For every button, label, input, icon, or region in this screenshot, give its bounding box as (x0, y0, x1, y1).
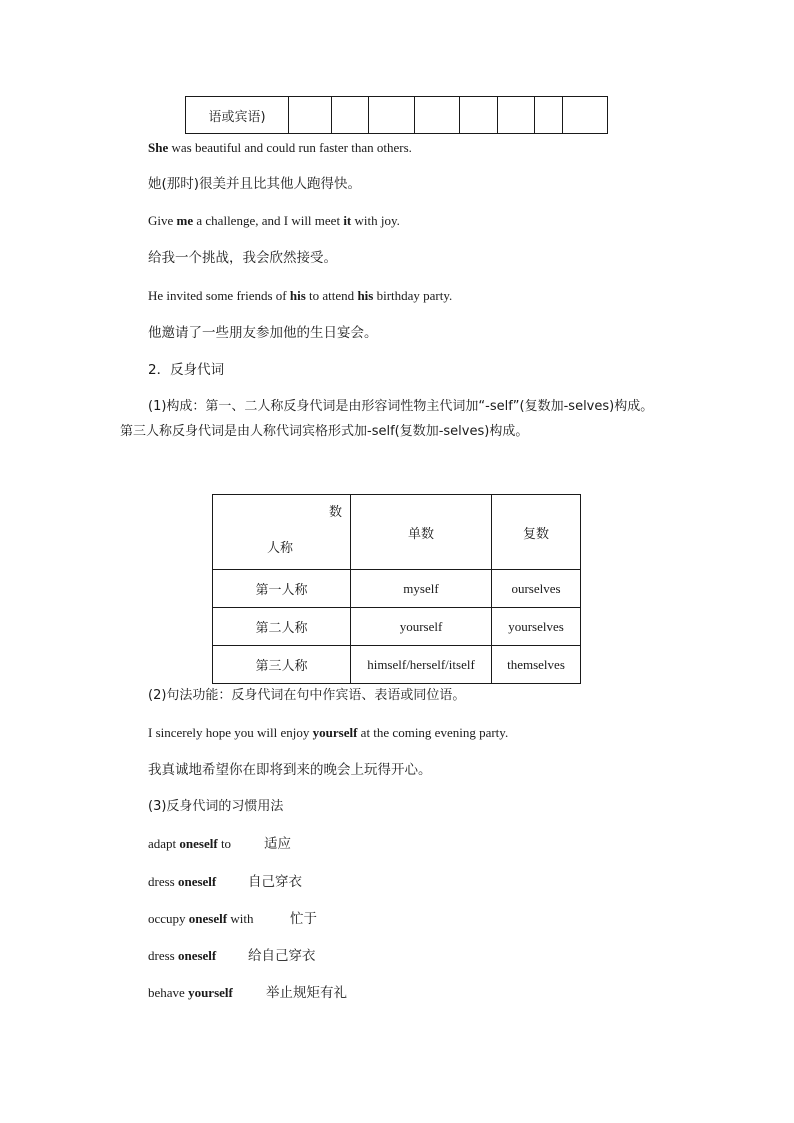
table-cell (498, 97, 535, 134)
table-row (213, 570, 581, 608)
table-cell: 语或宾语) (186, 97, 289, 134)
phrase-item (148, 948, 216, 964)
reflexive-pronoun-table (212, 494, 581, 684)
sentence-text: with joy. (351, 213, 400, 228)
sentence-text: Give (148, 213, 177, 228)
composition-line-2: 第三人称反身代词是由人称代词宾格形式加-self(复数加-selves)构成。 (120, 424, 529, 439)
sentence-text: at the coming evening party. (357, 725, 509, 740)
highlight-word: yourself (312, 725, 358, 740)
phrase-text: dress (148, 948, 178, 963)
sentence-text: birthday party. (373, 288, 453, 303)
table-cell (535, 97, 563, 134)
phrase-item (148, 836, 231, 852)
sentence-text: a challenge, and I will meet (193, 213, 344, 228)
example-translation: 她(那时)很美并且比其他人跑得快。 (148, 176, 362, 192)
example-translation: 他邀请了一些朋友参加他的生日宴会。 (148, 325, 378, 341)
example-sentence-en (148, 213, 400, 229)
phrase-text: adapt (148, 836, 180, 851)
function-description: (2)句法功能：反身代词在句中作宾语、表语或同位语。 (148, 688, 466, 703)
singular-cell: yourself (351, 608, 492, 646)
sentence-text: He invited some friends of (148, 288, 290, 303)
highlight-word: his (289, 288, 306, 303)
example-sentence-en (148, 725, 508, 741)
diagonal-header-cell (213, 495, 351, 570)
table-row (186, 97, 608, 134)
person-cell: 第二人称 (213, 608, 351, 646)
table-row (213, 646, 581, 684)
highlight-word: it (343, 213, 352, 228)
header-plural: 复数 (492, 495, 581, 570)
example-translation: 给我一个挑战，我会欣然接受。 (148, 250, 337, 266)
example-translation: 我真诚地希望你在即将到来的晚会上玩得开心。 (148, 762, 432, 778)
highlight-word: oneself (179, 836, 218, 851)
phrase-meaning: 自己穿衣 (248, 874, 302, 890)
table-cell (369, 97, 415, 134)
phrase-text: dress (148, 874, 178, 889)
partial-pronoun-table (185, 96, 608, 134)
sentence-text: was beautiful and could run faster than others. (168, 140, 412, 155)
table-cell (460, 97, 498, 134)
table-header-row (213, 495, 581, 570)
table-cell (415, 97, 460, 134)
phrase-meaning: 适应 (264, 836, 291, 852)
highlight-word: me (176, 213, 194, 228)
phrase-text: to (217, 836, 232, 851)
table-cell (332, 97, 369, 134)
plural-cell: yourselves (492, 608, 581, 646)
composition-line-1: (1)构成：第一、二人称反身代词是由形容词性物主代词加“-self”(复数加-selves)构成。 (148, 399, 654, 414)
usage-heading: (3)反身代词的习惯用法 (148, 799, 284, 814)
sentence-text: I sincerely hope you will enjoy (148, 725, 313, 740)
highlight-word: oneself (177, 948, 217, 963)
table-cell (563, 97, 608, 134)
phrase-item (148, 874, 216, 890)
header-number-label: 数 (328, 505, 342, 520)
plural-cell: ourselves (492, 570, 581, 608)
person-cell: 第三人称 (213, 646, 351, 684)
phrase-text: behave (148, 985, 189, 1000)
header-singular: 单数 (351, 495, 492, 570)
phrase-meaning: 忙于 (290, 911, 317, 927)
highlight-word: oneself (177, 874, 217, 889)
phrase-text: occupy (148, 911, 189, 926)
highlight-word: his (357, 288, 374, 303)
section-heading: 2．反身代词 (148, 362, 225, 378)
phrase-text: with (227, 911, 254, 926)
table-row (213, 608, 581, 646)
person-cell: 第一人称 (213, 570, 351, 608)
highlight-word: She (148, 140, 169, 155)
highlight-word: oneself (188, 911, 228, 926)
phrase-meaning: 举止规矩有礼 (266, 985, 347, 1001)
example-sentence-en (148, 288, 452, 304)
example-sentence-en (148, 140, 412, 156)
highlight-word: yourself (188, 985, 233, 1000)
plural-cell: themselves (492, 646, 581, 684)
sentence-text: to attend (305, 288, 358, 303)
phrase-item (148, 985, 233, 1001)
singular-cell: myself (351, 570, 492, 608)
phrase-meaning: 给自己穿衣 (248, 948, 316, 964)
singular-cell: himself/herself/itself (351, 646, 492, 684)
table-cell (289, 97, 332, 134)
header-person-label: 人称 (267, 541, 294, 556)
phrase-item (148, 911, 253, 927)
